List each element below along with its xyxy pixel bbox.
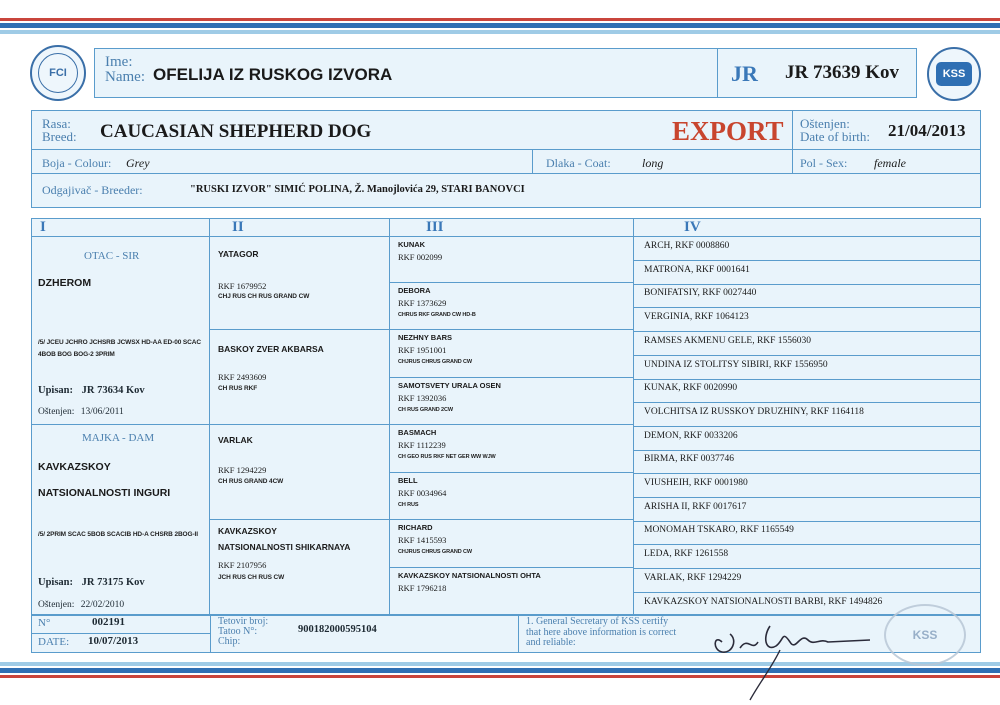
top-lightblue-stripe [0, 30, 1000, 34]
gen3-titles: CHJRUS CHRUS GRAND CW [398, 359, 472, 365]
gen2-cell-2 [210, 330, 390, 425]
gen3-name: RICHARD [398, 523, 433, 532]
kss-seal-text: KSS [912, 628, 938, 642]
kss-logo-text: KSS [942, 68, 966, 80]
gen3-reg: RKF 1392036 [398, 393, 447, 403]
dob-divider [792, 111, 793, 149]
gen2-cell-3 [210, 425, 390, 520]
gen3-reg: RKF 0034964 [398, 488, 447, 498]
gen2-1-titles: CHJ RUS CH RUS GRAND CW [218, 293, 310, 300]
top-red-stripe [0, 18, 1000, 21]
sire-upisan-label: Upisan: [38, 385, 74, 396]
coat-divider [532, 149, 533, 173]
breed-label-en: Breed: [42, 129, 77, 144]
gen4-text: RAMSES AKMENU GELE, RKF 1556030 [644, 335, 812, 346]
certify-line-1: 1. General Secretary of KSS certify [526, 616, 669, 627]
top-blue-stripe [0, 23, 1000, 28]
gen2-2-reg: RKF 2493609 [218, 372, 267, 382]
dam-upisan: JR 73175 Kov [81, 577, 145, 588]
dob-value: 21/04/2013 [888, 121, 966, 140]
gen3-titles: CH RUS GRAND 2CW [398, 407, 453, 413]
gen3-name: NEZHNY BARS [398, 333, 453, 342]
number-value: 002191 [92, 616, 125, 628]
signature-icon [700, 612, 900, 702]
name-divider [717, 49, 718, 97]
export-stamp: EXPORT [672, 116, 784, 146]
gen3-reg: RKF 1796218 [398, 583, 447, 593]
sire-upisan: JR 73634 Kov [81, 385, 145, 396]
gen2-cell-4 [210, 520, 390, 616]
gen3-cell [390, 237, 634, 283]
gen3-titles: CH RUS [398, 502, 419, 508]
tattoo-label-2: Tatoo N°: [218, 626, 258, 637]
certify-line-3: and reliable: [526, 637, 576, 648]
breed-value: CAUCASIAN SHEPHERD DOG [100, 121, 372, 142]
gen4-text: KUNAK, RKF 0020990 [644, 383, 738, 394]
gen3-cell [390, 473, 634, 520]
dam-ostenjen-label: Oštenjen: [38, 600, 75, 610]
breeder-label: Odgajivač - Breeder: [42, 183, 143, 197]
jr-number: JR 73639 Kov [785, 62, 899, 83]
gen4-cell [634, 237, 980, 261]
dam-heading: MAJKA - DAM [82, 432, 155, 444]
row-divider-1 [32, 149, 980, 150]
gen4-text: BIRMA, RKF 0037746 [644, 454, 734, 465]
gen4-cell [634, 545, 980, 569]
gen2-3-titles: CH RUS GRAND 4CW [218, 478, 284, 485]
gen2-1-name: YATAGOR [218, 249, 259, 259]
gen4-cell [634, 403, 980, 427]
gen4-text: VOLCHITSA IZ RUSSKOY DRUZHINY, RKF 1164118 [644, 406, 864, 417]
gen3-titles: CH GEO RUS RKF NET GER WW WJW [398, 454, 496, 460]
gen4-cell [634, 521, 980, 545]
gen3-reg: RKF 1415593 [398, 535, 447, 545]
dob-label-en: Date of birth: [800, 129, 871, 144]
gen3-name: KUNAK [398, 240, 426, 249]
gen4-cell [634, 569, 980, 593]
gen3-name: BASMACH [398, 428, 437, 437]
gen4-cell [634, 332, 980, 356]
gen4-cell [634, 427, 980, 451]
breed-box [31, 110, 981, 208]
name-label: Ime: [105, 54, 133, 70]
dob-label: Oštenjen: [800, 116, 850, 131]
gen4-cell [634, 474, 980, 498]
footer-col-divider-1 [210, 616, 211, 652]
column-header-ii: II [232, 219, 244, 235]
name-box [94, 48, 917, 98]
gen2-3-reg: RKF 1294229 [218, 465, 267, 475]
gen3-reg: RKF 002099 [398, 252, 443, 262]
gen4-text: ARISHA II, RKF 0017617 [644, 501, 747, 512]
sire-ostenjen-label: Oštenjen: [38, 407, 75, 417]
sex-label: Pol - Sex: [800, 156, 848, 170]
dam-ostenjen: 22/02/2010 [80, 600, 125, 610]
gen3-cell [390, 425, 634, 473]
colour-value: Grey [126, 156, 150, 170]
gen2-4-reg: RKF 2107956 [218, 560, 267, 570]
certify-line-2: that here above information is correct [526, 626, 677, 638]
gen3-name: DEBORA [398, 286, 431, 295]
breed-label: Rasa: [42, 116, 71, 131]
gen3-cell [390, 378, 634, 425]
gen4-text: KAVKAZSKOY NATSIONALNOSTI BARBI, RKF 1494826 [644, 596, 883, 607]
gen4-cell [634, 379, 980, 403]
fci-logo-text: FCI [49, 67, 67, 79]
tattoo-label-1: Tetovir broj: [218, 616, 269, 627]
gen4-text: DEMON, RKF 0033206 [644, 430, 738, 441]
name-label-en: Name: [105, 69, 145, 85]
gen2-4-name-2: NATSIONALNOSTI SHIKARNAYA [218, 542, 351, 552]
sire-titles: /5/ JCEU JCHRO JCHSRB JCWSX HD-AA ED-00 SCAC 4BOB BOG BOG-2 3PRIM [38, 339, 201, 358]
dam-name-1: KAVKAZSKOY [38, 461, 111, 473]
gen3-cell [390, 330, 634, 378]
gen2-cell-1 [210, 237, 390, 330]
pedigree-grid [31, 218, 981, 615]
gen4-cell [634, 284, 980, 308]
gen2-2-name: BASKOY ZVER AKBARSA [218, 344, 324, 354]
dam-titles: /5/ 2PRIM SCAC 5BOB SCACIB HD-A CHSRB 2BOG-II [38, 531, 198, 538]
gen4-text: VIUSHEIH, RKF 0001980 [644, 478, 748, 488]
chip-label: Chip: [218, 636, 241, 647]
gen4-text: ARCH, RKF 0008860 [644, 241, 730, 251]
sire-heading: OTAC - SIR [84, 250, 140, 262]
gen3-reg: RKF 1112239 [398, 440, 446, 450]
dam-name-2: NATSIONALNOSTI INGURI [38, 487, 171, 499]
gen4-text: UNDINA IZ STOLITSY SIBIRI, RKF 1556950 [644, 359, 828, 370]
gen3-titles: CHRUS RKF GRAND CW HD-B [398, 312, 476, 318]
gen3-titles: CHJRUS CHRUS GRAND CW [398, 549, 472, 555]
date-label: DATE: [38, 636, 70, 648]
dam-cell [32, 425, 210, 616]
gen3-cell [390, 568, 634, 616]
dam-upisan-label: Upisan: [38, 577, 74, 588]
gen2-1-reg: RKF 1679952 [218, 281, 267, 291]
gen4-cell [634, 308, 980, 332]
gen2-2-titles: CH RUS RKF [218, 385, 258, 392]
gen4-text: LEDA, RKF 1261558 [644, 549, 729, 560]
gen4-cell [634, 356, 980, 380]
fci-logo-icon [30, 45, 86, 101]
column-header-i: I [40, 219, 46, 235]
gen4-text: VARLAK, RKF 1294229 [644, 572, 742, 583]
column-header-iv: IV [684, 219, 701, 235]
gen3-name: KAVKAZSKOY NATSIONALNOSTI OHTA [398, 571, 541, 580]
gen3-name: BELL [398, 476, 418, 485]
gen4-cell [634, 450, 980, 474]
gen3-name: SAMOTSVETY URALA OSEN [398, 381, 501, 390]
gen3-reg: RKF 1373629 [398, 298, 447, 308]
footer-divider [32, 633, 210, 634]
kss-seal-icon [884, 604, 966, 666]
gen3-reg: RKF 1951001 [398, 345, 447, 355]
sire-name: DZHEROM [38, 277, 92, 289]
sire-ostenjen: 13/06/2011 [80, 407, 124, 417]
jr-label: JR [731, 61, 758, 86]
column-header-iii: III [426, 219, 444, 235]
coat-label: Dlaka - Coat: [546, 156, 611, 170]
gen2-4-titles: JCH RUS CH RUS CW [218, 574, 285, 581]
dog-name: OFELIJA IZ RUSKOG IZVORA [153, 65, 393, 84]
gen4-cell [634, 261, 980, 285]
sex-divider [792, 149, 793, 173]
gen4-text: VERGINIA, RKF 1064123 [644, 312, 749, 323]
colour-label: Boja - Colour: [42, 156, 112, 170]
number-label: N° [38, 617, 51, 629]
gen4-text: BONIFATSIY, RKF 0027440 [644, 288, 757, 299]
coat-value: long [642, 156, 664, 170]
gen3-cell [390, 520, 634, 568]
gen4-text: MONOMAH TSKARO, RKF 1165549 [644, 525, 794, 536]
row-divider-2 [32, 173, 980, 174]
kss-logo-icon [927, 47, 981, 101]
gen4-text: MATRONA, RKF 0001641 [644, 264, 750, 275]
sex-value: female [874, 156, 906, 170]
footer-col-divider-2 [518, 616, 519, 652]
gen2-4-name: KAVKAZSKOY [218, 526, 277, 536]
chip-value: 900182000595104 [298, 624, 377, 635]
sire-cell [32, 237, 210, 425]
breeder-value: "RUSKI IZVOR" SIMIĆ POLINA, Ž. Manojlovića 29, STARI BANOVCI [190, 184, 525, 195]
date-value: 10/07/2013 [88, 635, 139, 647]
gen3-cell [390, 283, 634, 330]
gen4-cell [634, 498, 980, 522]
gen2-3-name: VARLAK [218, 435, 253, 445]
